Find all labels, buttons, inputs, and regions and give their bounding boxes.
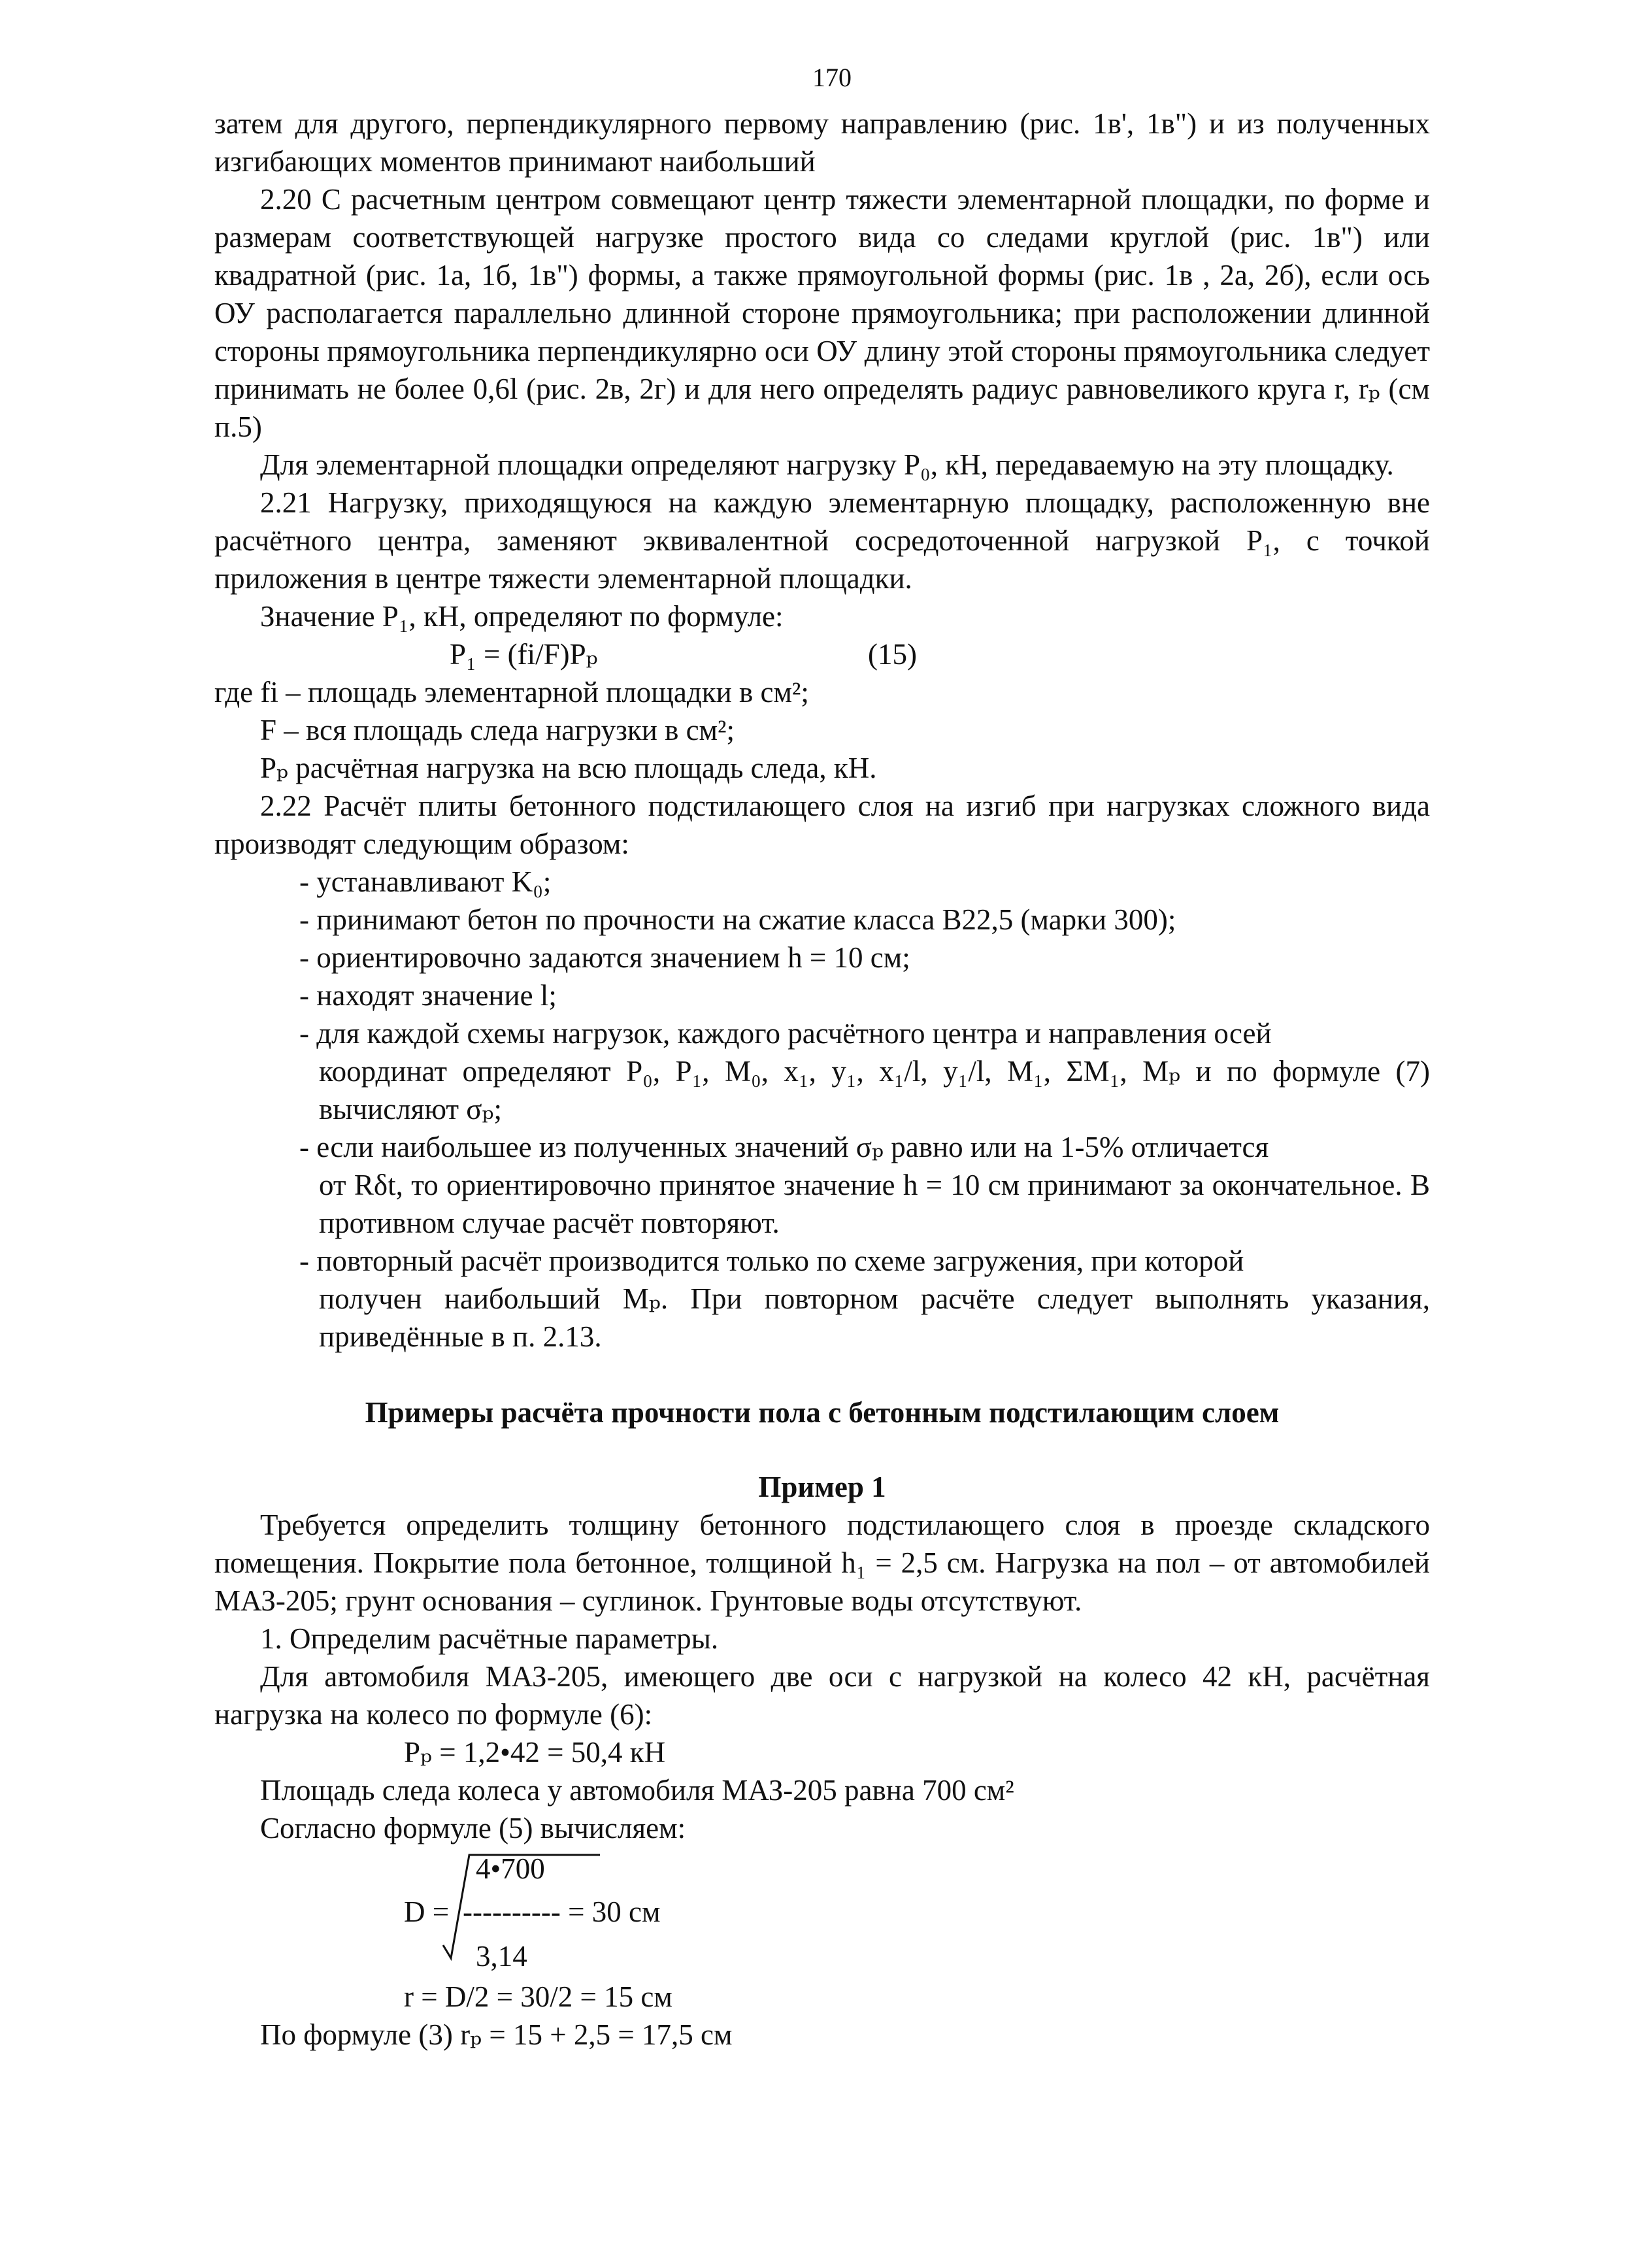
paragraph-value-p1: Значение P₁, кН, определяют по формуле:: [260, 600, 784, 633]
example-step-1: 1. Определим расчётные параметры.: [260, 1622, 719, 1655]
formula-15: [214, 635, 1430, 673]
list-item: - для каждой схемы нагрузок, каждого расчётного центра и направления осей координат определяют P₀, P₁, M₀, x₁, y₁, x₁/l, y₁/l, M₁, ΣM₁, Mₚ и по формуле (7) вычисляют σₚ;: [299, 1017, 1430, 1126]
list-item: - повторный расчёт производится только по схеме загружения, при которой получен наибольший Mₚ. При повторном расчёте следует выполнять указания, приведённые в п. 2.13.: [299, 1244, 1430, 1353]
example-wheel-area: Площадь следа колеса у автомобиля МАЗ-205 равна 700 см²: [260, 1774, 1014, 1807]
sqrt-formula: [404, 1847, 992, 1978]
list-item: - принимают бетон по прочности на сжатие класса В22,5 (марки 300);: [299, 903, 1176, 936]
formula-expression: P₁ = (fi/F)Pₚ: [450, 638, 598, 671]
paragraph-2-21: 2.21 Нагрузку, приходящуюся на каждую элементарную площадку, расположенную вне расчётного центра, заменяют эквивалентной сосредоточенной нагрузкой P₁, с точкой приложения в центре тяжести элементарной площадки.: [214, 486, 1430, 595]
example-task: Требуется определить толщину бетонного подстилающего слоя в проезде складского помещения. Покрытие пола бетонное, толщиной h₁ = 2,5 см. Нагрузка на пол – от автомобилей МАЗ-205; грунт основания – суглинок. Грунтовые воды отсутствуют.: [214, 1509, 1430, 1617]
list-item: - устанавливают K₀;: [299, 865, 552, 898]
definition-fi: где fi – площадь элементарной площадки в см²;: [214, 676, 809, 709]
example-maz-load: Для автомобиля МАЗ-205, имеющего две оси с нагрузкой на колесо 42 кН, расчётная нагрузка на колесо по формуле (6):: [214, 1660, 1430, 1731]
calc-r: r = D/2 = 30/2 = 15 см: [404, 1980, 672, 2013]
paragraph-2-20: 2.20 С расчетным центром совмещают центр тяжести элементарной площадки, по форме и размерам соответствующей нагрузке простого вида со следами круглой (рис. 1в") или квадратной (рис. 1а, 1б, 1в") формы, а также прямоугольной формы (рис. 1в , 2а, 2б), если ось ОУ располагается параллельно длинной стороне прямоугольника; при расположении длинной стороны прямоугольника перпендикулярно оси ОУ длину этой стороны прямоугольника следует принимать не более 0,6l (рис. 2в, 2г) и для него определять радиус равновеликого круга r, rₚ (см п.5): [214, 183, 1430, 443]
sqrt-fraction-bar: ---------- = 30 см: [463, 1895, 661, 1928]
formula-number: (15): [868, 638, 917, 671]
list-item: - ориентировочно задаются значением h = 10 см;: [299, 941, 910, 974]
list-item: - находят значение l;: [299, 979, 557, 1012]
definition-Pp: Pₚ расчётная нагрузка на всю площадь следа, кН.: [260, 752, 877, 784]
calc-pp: Pₚ = 1,2•42 = 50,4 кН: [404, 1736, 666, 1769]
paragraph-continuation: затем для другого, перпендикулярного первому направлению (рис. 1в', 1в") и из полученных изгибающих моментов принимают наибольший: [214, 107, 1430, 178]
paragraph-2-22: 2.22 Расчёт плиты бетонного подстилающего слоя на изгиб при нагрузках сложного вида производят следующим образом:: [214, 790, 1430, 860]
paragraph-elementary-load: Для элементарной площадки определяют нагрузку P₀, кН, передаваемую на эту площадку.: [260, 448, 1394, 481]
example-title: Пример 1: [758, 1471, 886, 1503]
sqrt-numerator: 4•700: [476, 1852, 545, 1885]
procedure-list: [214, 863, 1430, 1356]
example-formula-5: Согласно формуле (5) вычисляем:: [260, 1812, 686, 1844]
document-page: [214, 59, 1430, 2054]
page-number: 170: [812, 63, 852, 92]
calc-rp: По формуле (3) rₚ = 15 + 2,5 = 17,5 см: [260, 2018, 733, 2051]
sqrt-denominator: 3,14: [476, 1940, 527, 1973]
section-heading: Примеры расчёта прочности пола с бетонным подстилающим слоем: [365, 1396, 1280, 1429]
sqrt-lhs: D =: [404, 1895, 450, 1928]
definition-F: F – вся площадь следа нагрузки в см²;: [260, 714, 735, 746]
list-item: - если наибольшее из полученных значений σₚ равно или на 1-5% отличается от Rδt, то ориентировочно принятое значение h = 10 см принимают за окончательное. В противном случае расчёт повторяют.: [299, 1131, 1430, 1239]
